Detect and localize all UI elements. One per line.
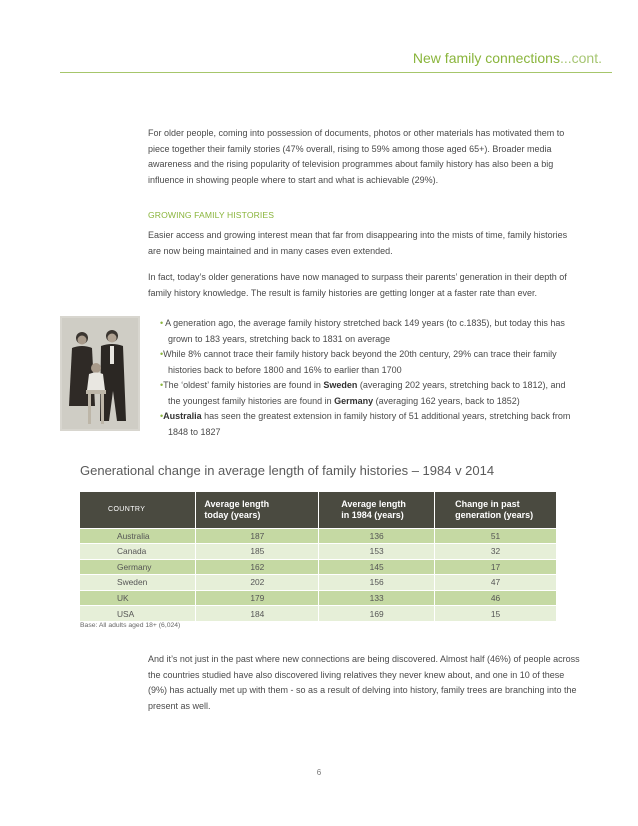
column-header-1984-line1: Average length <box>341 498 406 509</box>
column-header-1984 <box>319 492 435 528</box>
table-row <box>80 559 557 575</box>
cell-change: 46 <box>435 590 557 606</box>
bullet-text: has seen the greatest extension in family history of 51 additional years, stretching back from 1848 to 1827 <box>168 411 571 437</box>
bullet-dot-icon: • <box>160 318 164 328</box>
column-header-change <box>435 492 557 528</box>
cell-country: Australia <box>80 528 196 544</box>
cell-today: 184 <box>196 606 319 622</box>
cell-country: Sweden <box>80 575 196 591</box>
table-row <box>80 606 557 622</box>
column-header-change-line2: generation (years) <box>455 509 534 520</box>
bullet-item <box>160 378 580 409</box>
table-row <box>80 575 557 591</box>
intro-text: For older people, coming into possession of documents, photos or other materials has motivated them to piece together their family stories (47% overall, rising to 59% among those aged 65+). Broader media awareness and the rising popularity of television programmes about family history has also been a big influence in showing people where to start and what is achievable (29%). <box>148 128 565 185</box>
bullet-text: (averaging 162 years, back to 1852) <box>373 395 520 406</box>
cell-change: 51 <box>435 528 557 544</box>
paragraph-generations <box>148 270 580 301</box>
table-row <box>80 528 557 544</box>
cell-1984: 156 <box>319 575 435 591</box>
cell-today: 179 <box>196 590 319 606</box>
bullet-bold-country: Germany <box>334 395 374 406</box>
table-title: Generational change in average length of family histories – 1984 v 2014 <box>80 463 495 478</box>
bullet-text: The ‘oldest’ family histories are found in <box>163 380 324 390</box>
column-header-change-line1: Change in past <box>455 498 520 509</box>
bullet-item <box>160 409 580 440</box>
cell-change: 17 <box>435 559 557 575</box>
cell-today: 187 <box>196 528 319 544</box>
paragraph-access <box>148 228 580 259</box>
header-divider <box>60 72 612 73</box>
bullet-dot-icon: • <box>160 411 164 421</box>
bullet-item <box>160 316 580 347</box>
paragraph-living-relatives <box>148 652 580 714</box>
column-header-1984-line2: in 1984 (years) <box>341 509 404 520</box>
header-cont-text: ...cont. <box>559 50 602 66</box>
column-header-country: COUNTRY <box>80 492 196 528</box>
cell-country: Canada <box>80 544 196 560</box>
paragraph-living-relatives-text: And it’s not just in the past where new connections are being discovered. Almost half (46%) of people across the countries studied have also discovered living relatives they never knew about, and one in 10 of these (9%) has actually met up with them - so as a result of delving into history, family trees are branching into the present as well. <box>148 654 580 711</box>
family-photo-image <box>60 316 140 431</box>
table-row <box>80 590 557 606</box>
paragraph-access-text: Easier access and growing interest mean that far from disappearing into the mists of time, family histories are now being maintained and in many cases even extended. <box>148 230 568 256</box>
cell-today: 185 <box>196 544 319 560</box>
bullet-dot-icon: • <box>160 380 164 390</box>
table-base-note: Base: All adults aged 18+ (6,024) <box>80 622 181 629</box>
cell-country: UK <box>80 590 196 606</box>
table-row <box>80 544 557 560</box>
bullet-item <box>160 347 580 378</box>
table-header-row <box>80 492 557 528</box>
bullet-dot-icon: • <box>160 349 164 359</box>
cell-country: USA <box>80 606 196 622</box>
paragraph-generations-text: In fact, today’s older generations have now managed to surpass their parents’ generation in their depth of family history knowledge. The result is family histories are getting longer at a faster rate than ever. <box>148 272 567 298</box>
column-header-today-line2: today (years) <box>204 509 261 520</box>
family-photo <box>60 316 140 431</box>
findings-bullet-list <box>160 316 580 440</box>
header-title-text: New family connections <box>412 50 560 66</box>
cell-1984: 133 <box>319 590 435 606</box>
bullet-text: A generation ago, the average family history stretched back 149 years (to c.1835), but today this has grown to 183 years, stretching back to 1831 on average <box>163 318 565 344</box>
cell-1984: 153 <box>319 544 435 560</box>
bullet-text: While 8% cannot trace their family history back beyond the 20th century, 29% can trace their family histories back to before 1800 and 16% to earlier than 1700 <box>163 349 557 375</box>
cell-change: 32 <box>435 544 557 560</box>
page-header-title <box>413 50 602 66</box>
cell-change: 47 <box>435 575 557 591</box>
cell-today: 162 <box>196 559 319 575</box>
cell-today: 202 <box>196 575 319 591</box>
cell-country: Germany <box>80 559 196 575</box>
column-header-today <box>196 492 319 528</box>
cell-1984: 145 <box>319 559 435 575</box>
section-subheading: GROWING FAMILY HISTORIES <box>148 210 275 220</box>
cell-1984: 169 <box>319 606 435 622</box>
cell-change: 15 <box>435 606 557 622</box>
intro-paragraph <box>148 126 580 188</box>
cell-1984: 136 <box>319 528 435 544</box>
page-number: 6 <box>316 768 322 777</box>
family-history-table <box>80 492 557 621</box>
bullet-bold-country: Sweden <box>323 380 358 390</box>
column-header-today-line1: Average length <box>204 498 270 509</box>
bullet-text: (averaging 202 years, stretching back to 1812), and the youngest family histories are found in <box>168 380 566 406</box>
bullet-bold-country: Australia <box>163 411 202 421</box>
